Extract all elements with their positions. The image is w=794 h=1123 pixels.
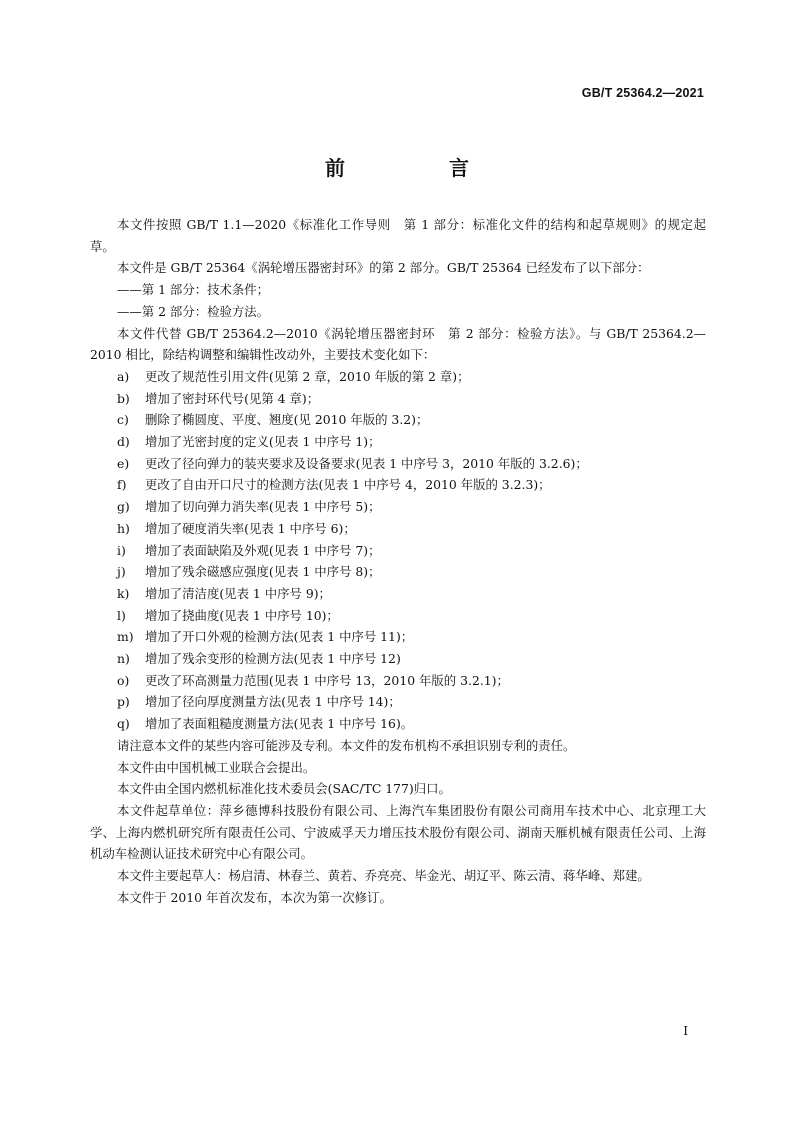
list-marker: m) [117,629,134,645]
change-list-item [90,648,706,670]
list-marker: i) [117,542,126,558]
list-marker: c) [117,412,129,428]
change-list-item [90,691,706,713]
paragraph-series-parts: 本文件是 GB/T 25364《涡轮增压器密封环》的第 2 部分。GB/T 25364 已经发布了以下部分： [117,260,650,276]
change-list-item [90,670,706,692]
change-list-item [90,366,706,388]
list-marker: k) [117,585,130,601]
part-list-item: ——第 1 部分：技术条件； [117,282,270,298]
change-text: 增加了切向弹力消失率(见表 1 中序号 5)； [145,499,381,515]
change-list-item [90,583,706,605]
list-marker: q) [117,716,130,732]
paragraph-drafters: 本文件主要起草人：杨启清、林春兰、黄若、乔亮亮、毕金光、胡辽平、陈云清、蒋华峰、郑建。 [117,868,650,884]
change-list-item [90,453,706,475]
change-text: 增加了硬度消失率(见表 1 中序号 6)； [145,520,356,536]
change-text: 增加了挠曲度(见表 1 中序号 10)； [145,607,339,623]
change-list-item [90,496,706,518]
list-marker: j) [117,564,126,580]
change-text: 增加了光密封度的定义(见表 1 中序号 1)； [145,434,381,450]
list-marker: l) [117,607,126,623]
change-text: 增加了表面粗糙度测量方法(见表 1 中序号 16)。 [145,716,414,732]
part-list-item: ——第 2 部分：检验方法。 [117,303,270,319]
change-text: 增加了开口外观的检测方法(见表 1 中序号 11)； [145,629,414,645]
paragraph-replacement: 本文件代替 GB/T 25364.2—2010《涡轮增压器密封环 第 2 部分：检验方法》。与 GB/T 25364.2—2010 相比，除结构调整和编辑性改动外，主要技术变化如下： [90,325,706,363]
change-text: 更改了自由开口尺寸的检测方法(见表 1 中序号 4，2010 年版的 3.2.3)； [145,477,551,493]
change-text: 增加了清洁度(见表 1 中序号 9)； [145,585,331,601]
change-list-item [90,540,706,562]
page-title: 前 言 [325,156,511,180]
change-text: 增加了径向厚度测量方法(见表 1 中序号 14)； [145,694,401,710]
change-text: 增加了表面缺陷及外观(见表 1 中序号 7)； [145,542,381,558]
change-list-item [90,605,706,627]
change-list-item [90,626,706,648]
list-marker: p) [117,694,130,710]
change-list-item [90,388,706,410]
page-number: I [683,1024,688,1038]
change-list-item [90,409,706,431]
change-text: 更改了径向弹力的装夹要求及设备要求(见表 1 中序号 3，2010 年版的 3.2.6)； [145,455,588,471]
change-list-item [90,474,706,496]
list-marker: e) [117,455,130,471]
paragraph-proposer: 本文件由中国机械工业联合会提出。 [117,759,316,775]
change-text: 增加了残余磁感应强度(见表 1 中序号 8)； [145,564,381,580]
paragraph-drafting-units: 本文件起草单位：萍乡德博科技股份有限公司、上海汽车集团股份有限公司商用车技术中心、北京理工大学、上海内燃机研究所有限责任公司、宁波威孚天力增压技术股份有限公司、湖南天雁机械有限责任公司、上海机动车检测认证技术研究中心有限公司。 [90,802,706,862]
change-list-item [90,431,706,453]
list-marker: g) [117,499,130,515]
paragraph-technical-committee: 本文件由全国内燃机标准化技术委员会(SAC/TC 177)归口。 [117,781,451,797]
change-text: 更改了环高测量力范围(见表 1 中序号 13，2010 年版的 3.2.1)； [145,672,509,688]
paragraph-drafting-rules: 本文件按照 GB/T 1.1—2020《标准化工作导则 第 1 部分：标准化文件的结构和起草规则》的规定起草。 [90,217,706,254]
change-text: 删除了椭圆度、平度、翘度(见 2010 年版的 3.2)； [145,412,429,428]
change-list-item [90,518,706,540]
paragraph-patent-notice: 请注意本文件的某些内容可能涉及专利。本文件的发布机构不承担识别专利的责任。 [117,737,576,753]
document-body [90,214,706,909]
paragraph-publication-history: 本文件于 2010 年首次发布，本次为第一次修订。 [117,889,392,905]
list-marker: n) [117,651,130,667]
change-text: 增加了残余变形的检测方法(见表 1 中序号 12) [145,651,401,667]
change-text: 增加了密封环代号(见第 4 章)； [145,390,320,406]
change-list-item [90,713,706,735]
list-marker: d) [117,434,130,450]
list-marker: h) [117,520,130,536]
change-list-item [90,561,706,583]
standard-code: GB/T 25364.2—2021 [581,86,704,100]
list-marker: o) [117,672,130,688]
list-marker: a) [117,368,130,384]
list-marker: b) [117,390,130,406]
change-text: 更改了规范性引用文件(见第 2 章，2010 年版的第 2 章)； [145,368,470,384]
list-marker: f) [117,477,127,493]
